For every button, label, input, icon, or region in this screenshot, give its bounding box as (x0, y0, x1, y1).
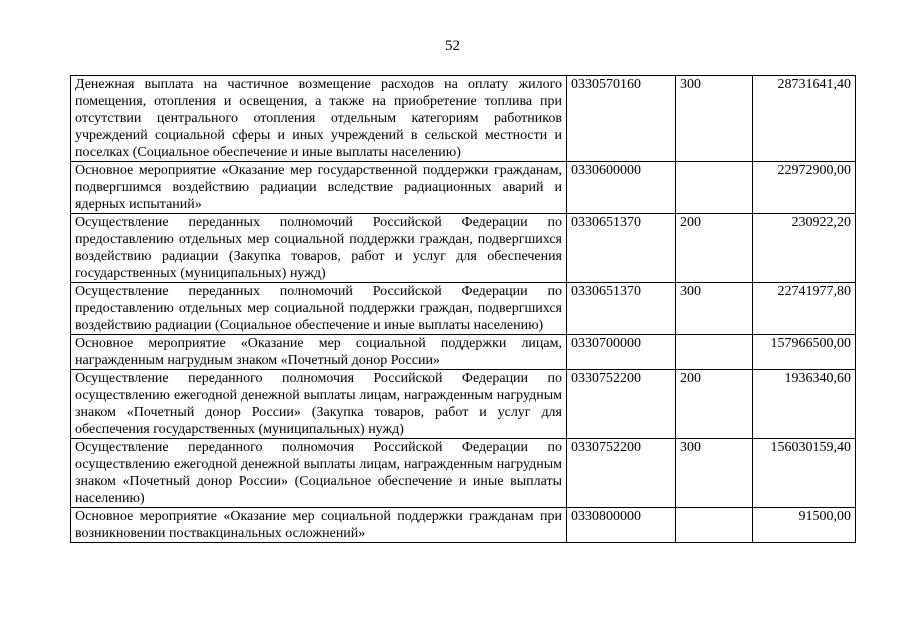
row-sum-cell: 22972900,00 (753, 162, 856, 214)
row-sum-cell: 22741977,80 (753, 283, 856, 335)
row-code-cell: 0330752200 (567, 370, 676, 439)
row-name-cell: Денежная выплата на частичное возмещение расходов на оплату жилого помещения, отопления и освещения, а также на приобретение топлива при отсутствии центрального отопления отдельным категориям работников учреждений социальной сферы и иных учреждений в сельской местности и поселках (Социальное обеспечение и иные выплаты населению) (71, 76, 567, 162)
table-row (71, 508, 856, 543)
table-row (71, 76, 856, 162)
row-name-cell: Основное мероприятие «Оказание мер государственной поддержки гражданам, подвергшимся воздействию радиации вследствие радиационных аварий и ядерных испытаний» (71, 162, 567, 214)
row-sum-cell: 157966500,00 (753, 335, 856, 370)
table-row (71, 283, 856, 335)
row-code-cell: 0330600000 (567, 162, 676, 214)
row-type-cell: 300 (676, 439, 753, 508)
row-sum-cell: 91500,00 (753, 508, 856, 543)
row-name-cell: Основное мероприятие «Оказание мер социальной поддержки лицам, награжденным нагрудным знаком «Почетный донор России» (71, 335, 567, 370)
row-type-cell: 300 (676, 76, 753, 162)
row-type-cell: 200 (676, 370, 753, 439)
table-row (71, 162, 856, 214)
row-name-cell: Осуществление переданных полномочий Российской Федерации по предоставлению отдельных мер социальной поддержки граждан, подвергшихся воздействию радиации (Закупка товаров, работ и услуг для обеспечения государственных (муниципальных) нужд) (71, 214, 567, 283)
row-sum-cell: 230922,20 (753, 214, 856, 283)
row-name-cell: Основное мероприятие «Оказание мер социальной поддержки гражданам при возникновении поствакцинальных осложнений» (71, 508, 567, 543)
row-name-cell: Осуществление переданного полномочия Российской Федерации по осуществлению ежегодной денежной выплаты лицам, награжденным нагрудным знаком «Почетный донор России» (Социальное обеспечение и иные выплаты населению) (71, 439, 567, 508)
row-code-cell: 0330651370 (567, 214, 676, 283)
table-row (71, 370, 856, 439)
row-code-cell: 0330700000 (567, 335, 676, 370)
budget-table (70, 75, 856, 543)
row-name-cell: Осуществление переданного полномочия Российской Федерации по осуществлению ежегодной денежной выплаты лицам, награжденным нагрудным знаком «Почетный донор России» (Закупка товаров, работ и услуг для обеспечения государственных (муниципальных) нужд) (71, 370, 567, 439)
row-type-cell (676, 508, 753, 543)
page-number: 52 (445, 38, 460, 54)
table-row (71, 439, 856, 508)
row-sum-cell: 1936340,60 (753, 370, 856, 439)
table-row (71, 335, 856, 370)
row-code-cell: 0330752200 (567, 439, 676, 508)
row-code-cell: 0330800000 (567, 508, 676, 543)
row-code-cell: 0330570160 (567, 76, 676, 162)
row-code-cell: 0330651370 (567, 283, 676, 335)
row-name-cell: Осуществление переданных полномочий Российской Федерации по предоставлению отдельных мер социальной поддержки граждан, подвергшихся воздействию радиации (Социальное обеспечение и иные выплаты населению) (71, 283, 567, 335)
row-sum-cell: 156030159,40 (753, 439, 856, 508)
row-type-cell: 300 (676, 283, 753, 335)
row-type-cell (676, 335, 753, 370)
table-row (71, 214, 856, 283)
row-type-cell: 200 (676, 214, 753, 283)
row-sum-cell: 28731641,40 (753, 76, 856, 162)
row-type-cell (676, 162, 753, 214)
